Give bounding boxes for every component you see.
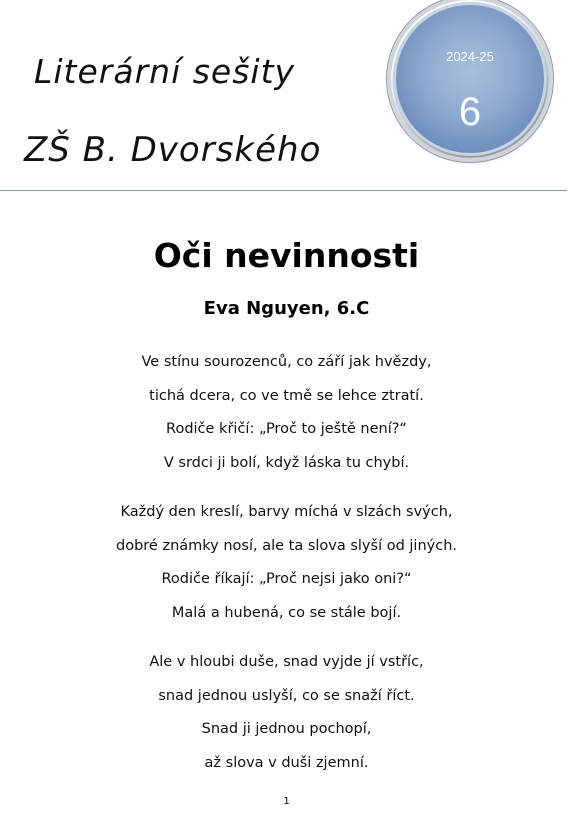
verse-line: tichá dcera, co ve tmě se lehce ztratí.: [149, 388, 424, 404]
verse-line: Rodiče říkají: „Proč nejsi jako oni?“: [161, 571, 412, 587]
verse-line: dobré známky nosí, ale ta slova slyší od jiných.: [116, 538, 457, 554]
verse-line: Ale v hloubi duše, snad vyjde jí vstříc,: [149, 654, 424, 670]
verse-line: snad jednou uslyší, co se snaží říct.: [158, 688, 415, 704]
issue-badge: [393, 2, 547, 156]
verse-line: až slova v duši zjemní.: [204, 755, 369, 771]
school-name: ZŠ B. Dvorského: [24, 130, 322, 170]
verse-line: Malá a hubená, co se stále bojí.: [171, 605, 402, 621]
verse-line: Každý den kreslí, barvy míchá v slzách svých,: [120, 504, 453, 520]
page-header: [0, 0, 573, 192]
poem-title: Oči nevinnosti: [153, 236, 420, 275]
verse-line: V srdci ji bolí, když láska tu chybí.: [163, 455, 410, 471]
verse-line: Snad ji jednou pochopí,: [201, 721, 372, 737]
issue-year: 2024-25: [446, 49, 494, 64]
issue-number: 6: [458, 90, 482, 134]
verse-line: Ve stínu sourozenců, co září jak hvězdy,: [141, 354, 432, 370]
magazine-title: Literární sešity: [34, 52, 296, 91]
page-number: 1: [283, 796, 290, 807]
verse-line: Rodiče křičí: „Proč to ještě není?“: [166, 421, 407, 437]
header-divider: [0, 190, 567, 191]
poem-author: Eva Nguyen, 6.C: [203, 298, 370, 319]
